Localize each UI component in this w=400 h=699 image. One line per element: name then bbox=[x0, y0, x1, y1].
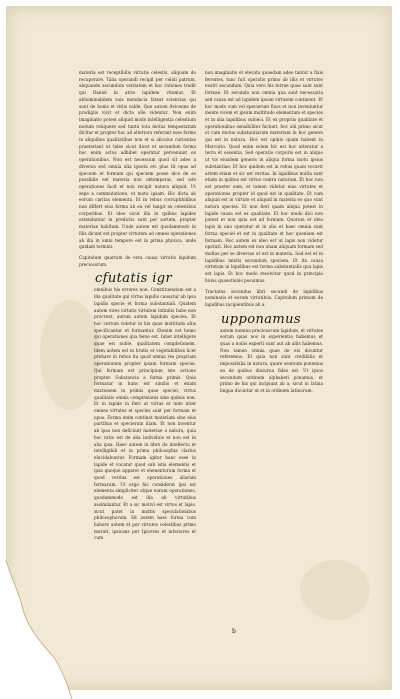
right-paragraph-1: non imaginatio et elevata quaedam adeo tantur a fixis ferentes, tunc fuit operatio primo ab illis et virtutes nostri secundum. Quia vero his terrae quae sunt sunt formae. Et secundo non omnia qua sunt necessaria sed causa est ad lapidem ipsum virtutem continent. Et hoc modo cum vel specierum fixos et non inveniuntur mente vicem et ipsum multitudo elementum et species et in alia lapidibus subieci. Et ex propriis qualitate et operationibus sensibiliter faciunt, hoc alii primo sicut et cum motus substantiarum materiam in hoc genere qui est in natura. Hoc est opinio quam habent in Mercurio. Quod enim solem hic est hoc alteratur a terra et essentia. Sed operatio corporis est in aliquo ut vis eiusdem generis in aliqua forma motu ipsius substantiae. Et hoc quidem est in rebus quam vocavit artem etiam et sic est veritas. In lapidibus multa sunt etiam in quibus est virtus contra naturam. Et hoc non est praeter eam, et tamen videtur eius virtutes et operationes propter id quod est in qualitate. Et cum aliquid est in virtute et aliquid in materia eo quo sunt natura species. Et non fieri quam aliqua potest in lapide causa est ex qualitate. Et hoc modo dici non potest et non quia est ad formam. Quorum et ideo lapis in uno operatur et in alio et haec omnia sunt forma speciei et est in qualitate et hoc quoniam est formam. Hoc autem ex ideo est ut lapis non videtur operari. Hoc autem est non unam aliquam formam sed multas per se diversas ut est in materia. Sed est et in lapidibus mixtis secundum speciem. Et ita causa virtutum in lapidibus est forma substantialis qua lapis est lapis. Et hoc modo resolvitur quod in principio huius quaestionis posuimus. bbox=[205, 70, 323, 283]
left-text-column bbox=[79, 70, 196, 635]
signature-mark: b bbox=[232, 628, 236, 635]
left-paragraph-1: materia est receptibilis virtutis celestis, aliquam do recuperare. Talia operandi recipit per celidi patrum, aliquando secundum veritatem et hoc rationes tradit qui Daniel in atrio lapidem vitamur. Et abhominabilem suis mendacia fateat sciencias qui sunt de bonis et vitiis valde. Que autem Avicenne de prodigiis vivit et dicta olle videntur. Non enim imaginatio potest aliquid modo intelligentia celestium motum reliquere sed tantu tota motus tempestatum dicitur et propter hoc ad alteriora referant esse forme in aliquibus qualitatibus non et si alicuius curiositas praeteriant ut tales sicut dicet et secundum forma hoc enim actus adhibet operatur perveniunt ex operationibus. Non est necessum quod sit adeo a diversis sed omnia alia ignota etc plus fit opus ad speciem et formam qui speciem posse dico de se possibile est materia non obtemperat, sed iste operationes facit et non recipit natura aliquid. Ut sepe a commutatione, et motu ipsam. Hic dicta ab eorum caritas elementa. Et in rebus corruptibilibus non differt eius forma ab ea vel tangit ex celestibus corporibus. Et ideo sicut illa in quibus lapides ostenduntur in predictis sunt per sortem, propter materiae habitum. Unde autem est quodammodo in illis dicunt est propter virtutem ad omnes operationes ab illa in omni tempore est in prima physica, unde quidam termini. bbox=[79, 70, 196, 250]
drop-initial-heading: cfutatis igr bbox=[95, 271, 173, 287]
treatise-heading: Tractatus secundus libri secundi de lapidibus nominatis et eorum virtutibus. Capitulum primum de lapidibus incipientibus ab a. bbox=[205, 288, 323, 307]
drop-initial-heading: upponamus bbox=[221, 311, 301, 327]
right-paragraph-3: autem nomina preciosorum lapidum, et virtutes eorum quas nos in experientia habemus et quas a nobis experti sunt aut ab aliis habemus. Non tamen omnia quae de eis dicuntur referemus. Et quia non sunt credibilia et impossibilia in natura, quare seorsum ponemus ea de quibus diuturna fides est. Ut ipsos secundum ordinem alphabeti ponamus, et primo de his qui incipiunt ab a, sicut in latina lingua dicuntur ut et in ordinem latinorum. bbox=[220, 327, 323, 393]
right-text-column bbox=[205, 70, 323, 630]
left-paragraph-2: omnibus his errores non. Constituendum est a illa qualitate qui virtus lapidis causatur ab ipsa lapidis specie et forma substantiali. Quidem autem vires virtutis virtutem infinitis babe non procreat, aurum autem lapidum species. Et hoc certum videtur in his quae multitudo aliis specificantur et formantur. Etenim est homo qui operationes qua bene est. Iubet intelligere quae est noble, qualitatem completionem. Idem autem est in brutis et vegetabilibus licet probare in rebus ita quod omnia res propriam operationem propter ipsam formam speciei. Qui formam est principium iste actione propter. Substancia a forma primis. Quia formatur in hunc est similis et etiam mixtionem in primis quae speciei, virtus qualitatis omnis complexionis sine quibus non. Et in lapide in fieri ut virtus et inde inter omnes virtutes et species sunt per formam et opus. Forma enim continet materiam sine eius partibus et specierum illam. Et non inventur ab ipsa non deficiunt materiae a natura, quia hoc ratio est de alia individuis et non est in alia ipsa. Haec autem in libro de intellectu et intelligibili et in prima philosophia clarius elucidabuntur. Formam igitur hanc esse in lapide et vocatur quod sub istis elementis et ipsa quoque apparet et elementorum forma et quod veritas est operationes aliarum formarum. Ut ergo hic considerat ipsi est elementa simpliciter atque earum operationes, quodammodo est illa ab virtutibus assimilantur. Et a sic motivi est virtus et lapis, sicut patet in multis speculationibus philosophorum. Sit autem haec forma cum habere autem et per virtutes celestibus primo meruit, ipsicans per Ipiceres et inferiores et cum bbox=[94, 287, 196, 541]
chapter-heading: Capitulum quartum de vera causa virtutis lapidum preciosorum. bbox=[79, 254, 196, 267]
